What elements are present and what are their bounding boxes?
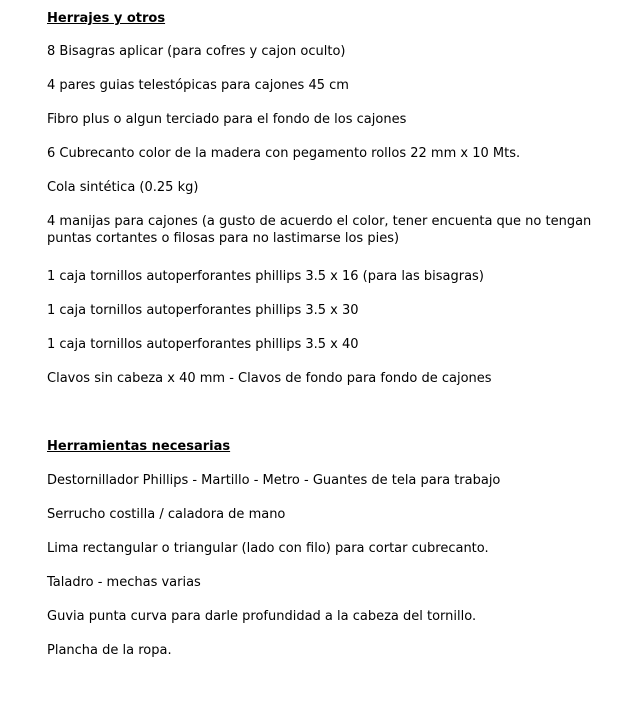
- list-item: Serrucho costilla / caladora de mano: [47, 507, 286, 522]
- list-item: Destornillador Phillips - Martillo - Metro - Guantes de tela para trabajo: [47, 473, 501, 488]
- list-item: Clavos sin cabeza x 40 mm - Clavos de fondo para fondo de cajones: [47, 371, 492, 386]
- list-item: Lima rectangular o triangular (lado con filo) para cortar cubrecanto.: [47, 541, 489, 556]
- list-item: Cola sintética (0.25 kg): [47, 180, 199, 195]
- section-heading-herrajes: Herrajes y otros: [47, 11, 166, 26]
- list-item: 1 caja tornillos autoperforantes phillips 3.5 x 16 (para las bisagras): [47, 269, 484, 284]
- list-item: 1 caja tornillos autoperforantes phillips 3.5 x 40: [47, 337, 359, 352]
- list-item: 6 Cubrecanto color de la madera con pegamento rollos 22 mm x 10 Mts.: [47, 146, 521, 161]
- list-item: 1 caja tornillos autoperforantes phillips 3.5 x 30: [47, 303, 359, 318]
- list-item: 4 pares guias telestópicas para cajones 45 cm: [47, 78, 349, 93]
- list-item: Guvia punta curva para darle profundidad a la cabeza del tornillo.: [47, 609, 477, 624]
- list-item: 4 manijas para cajones (a gusto de acuerdo el color, tener encuenta que no tengan puntas cortantes o filosas para no lastimarse los pies): [47, 214, 592, 246]
- list-item: Plancha de la ropa.: [47, 643, 172, 658]
- list-item: 8 Bisagras aplicar (para cofres y cajon oculto): [47, 44, 346, 59]
- section-heading-herramientas: Herramientas necesarias: [47, 439, 231, 454]
- list-item: Taladro - mechas varias: [47, 575, 201, 590]
- list-item: Fibro plus o algun terciado para el fondo de los cajones: [47, 112, 407, 127]
